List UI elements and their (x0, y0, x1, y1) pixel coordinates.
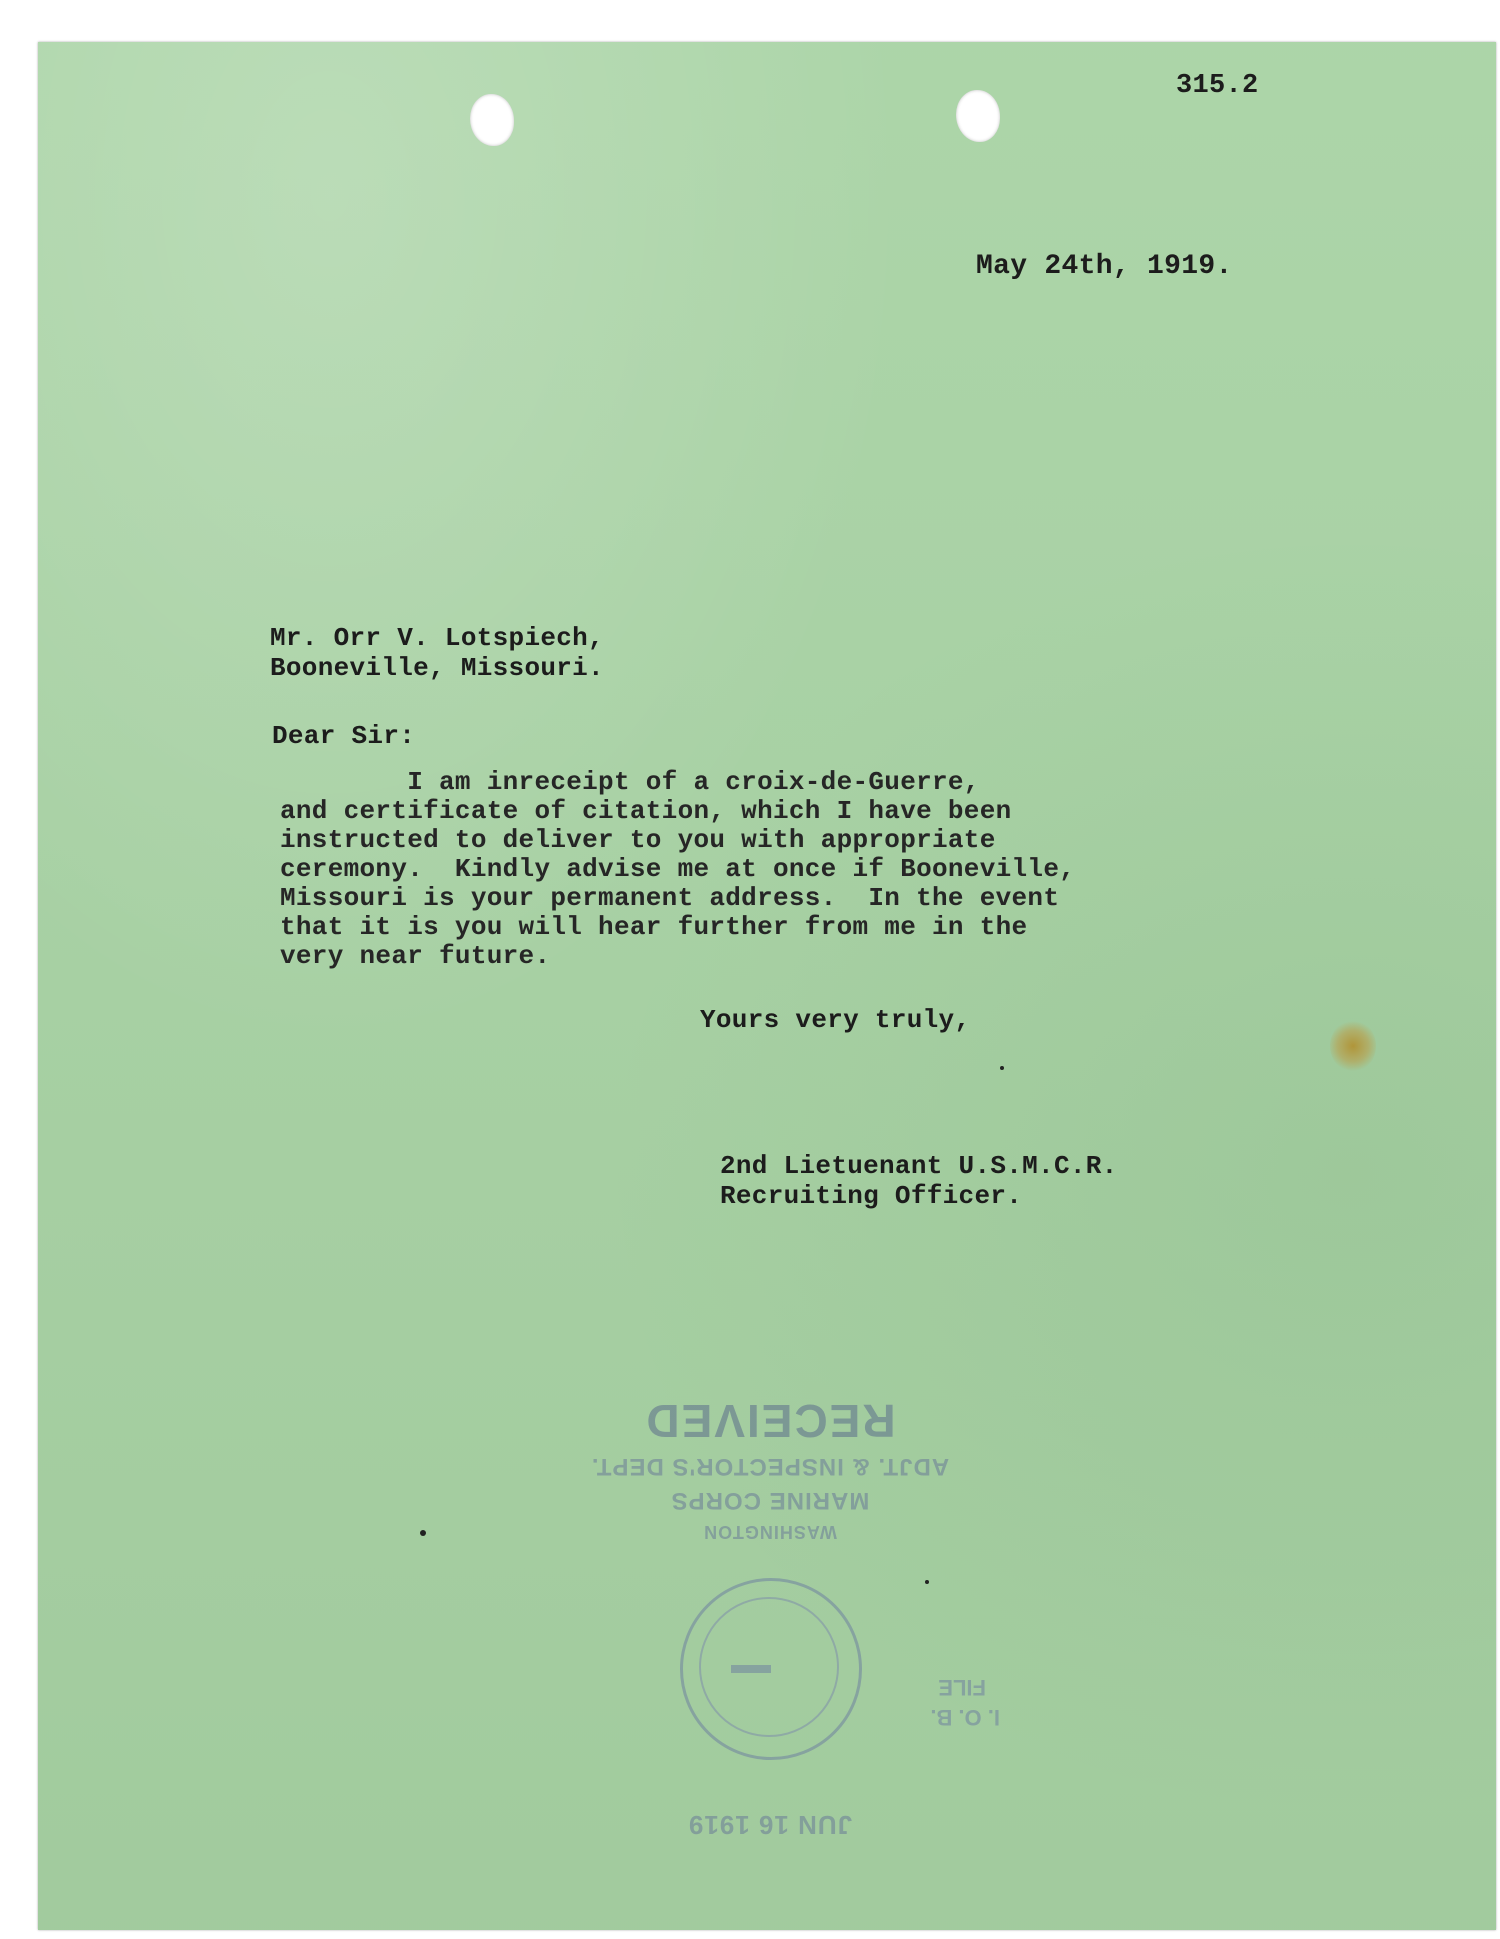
signature-rank: 2nd Lietuenant U.S.M.C.R. (720, 1151, 1118, 1181)
signature-title: Recruiting Officer. (720, 1181, 1023, 1211)
closing: Yours very truly, (700, 1005, 971, 1035)
letter-date: May 24th, 1919. (976, 251, 1233, 282)
stamp-dept: ADJT. & INSPECTOR'S DEPT. (590, 1453, 950, 1480)
stamp-date: JUN 16 1919 (687, 1810, 853, 1840)
stamp-city: WASHINGTON (703, 1522, 837, 1542)
punch-hole-right (956, 90, 1000, 142)
stamp-clock-hand (731, 1665, 771, 1673)
stain-mark (1330, 1020, 1376, 1072)
salutation: Dear Sir: (272, 721, 416, 751)
stamp-initials: I. O. B. (930, 1705, 1000, 1730)
ink-speck (1000, 1066, 1004, 1070)
body-line: that it is you will hear further from me in the (280, 912, 1028, 942)
punch-hole-left (470, 94, 514, 146)
body-line: very near future. (280, 941, 551, 971)
stamp-corps: MARINE CORPS (670, 1487, 870, 1514)
ink-speck (420, 1530, 426, 1536)
stamp-file-label: FILE (938, 1675, 986, 1700)
body-line: instructed to deliver to you with appropriate (280, 825, 996, 855)
file-number: 315.2 (1176, 71, 1259, 101)
body-line: and certificate of citation, which I have been (280, 796, 1012, 826)
body-line: Missouri is your permanent address. In the event (280, 883, 1060, 913)
recipient-location: Booneville, Missouri. (270, 653, 604, 683)
recipient-name: Mr. Orr V. Lotspiech, (270, 623, 604, 653)
received-stamp (560, 1390, 1000, 1910)
body-line: I am inreceipt of a croix-de-Guerre, (280, 767, 980, 797)
stamp-heading: RECEIVED (644, 1395, 896, 1447)
body-line: ceremony. Kindly advise me at once if Booneville, (280, 854, 1076, 884)
stamp-clock-dial (680, 1578, 862, 1760)
